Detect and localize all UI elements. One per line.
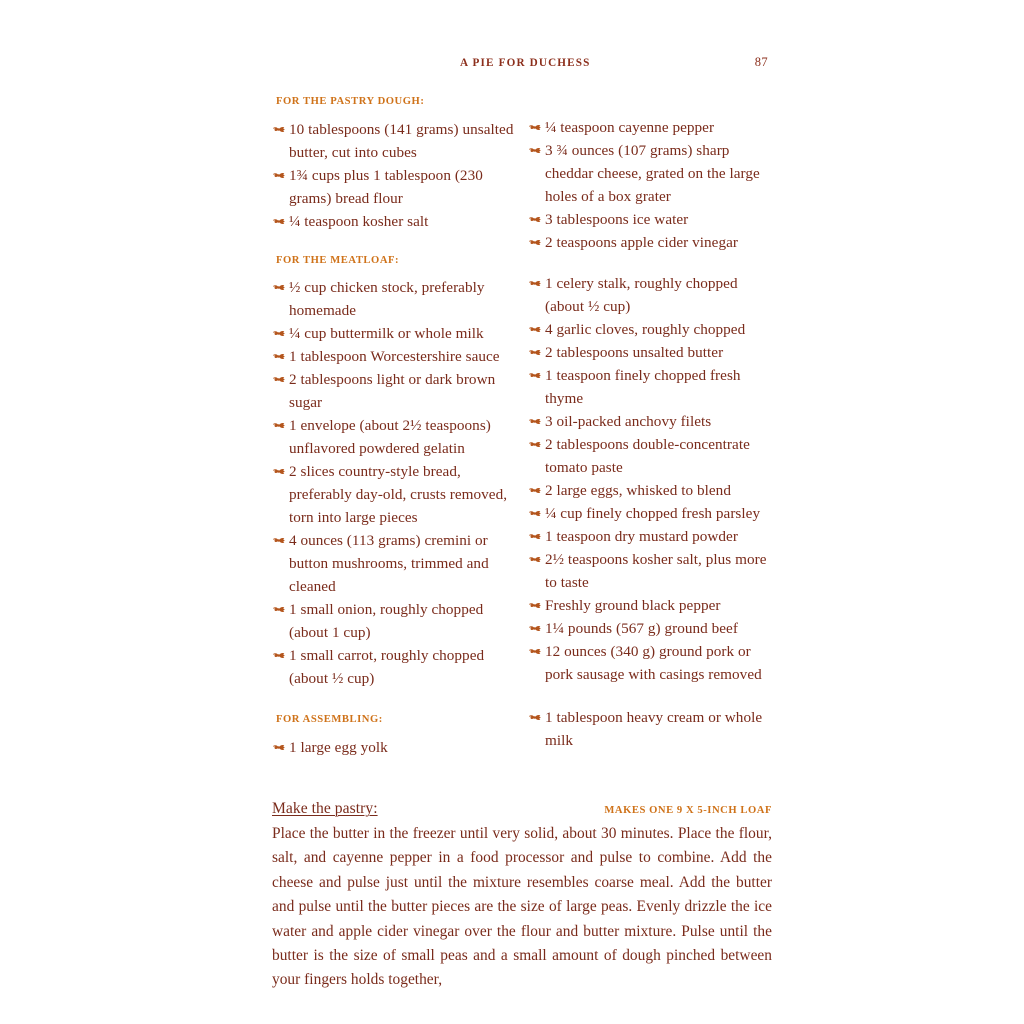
list-item	[528, 433, 772, 479]
list-item	[528, 410, 772, 433]
fleuron-leaf-icon	[528, 272, 541, 295]
list-item	[272, 368, 516, 414]
ingredient-text: ¼ teaspoon cayenne pepper	[545, 119, 715, 136]
ingredient-group-pastry-dough	[272, 96, 516, 233]
ingredients-columns	[272, 96, 772, 759]
page-title: A PIE FOR DUCHESS	[460, 57, 591, 69]
fleuron-leaf-icon	[272, 118, 285, 141]
list-item	[528, 640, 772, 686]
ingredient-text: ¼ cup finely chopped fresh parsley	[545, 505, 761, 522]
list-item	[272, 736, 516, 759]
running-head	[272, 55, 768, 70]
fleuron-leaf-icon	[528, 341, 541, 364]
fleuron-leaf-icon	[272, 644, 285, 667]
ingredient-text: 1 large egg yolk	[289, 739, 388, 757]
list-item	[528, 139, 772, 208]
ingredient-list	[528, 706, 772, 752]
fleuron-leaf-icon	[272, 368, 285, 391]
fleuron-leaf-icon	[272, 529, 285, 552]
list-item	[272, 460, 516, 529]
list-item	[528, 231, 772, 254]
method-header-row	[272, 800, 772, 818]
ingredient-text: 1 tablespoon heavy cream or whole milk	[545, 709, 763, 749]
page-number: 87	[754, 55, 768, 69]
ingredient-list	[272, 118, 516, 233]
ingredient-text: 3 ¾ ounces (107 grams) sharp cheddar cheese, grated on the large holes of a box grater	[545, 142, 760, 205]
ingredient-text: ¼ cup buttermilk or whole milk	[289, 325, 484, 343]
method-body-text: Place the butter in the freezer until very solid, about 30 minutes. Place the flour, salt, and cayenne pepper in a food processor and pulse to combine. Add the cheese and pulse just until the mixture resembles coarse meal. Add the butter and pulse until the butter pieces are the size of large peas. Evenly drizzle the ice water and apple cider vinegar over the flour and butter mixture. Pulse until the butter is the size of small peas and a small amount of dough pinched between your fingers holds together,	[272, 825, 772, 989]
ingredients-left-column	[272, 96, 516, 759]
fleuron-leaf-icon	[528, 640, 541, 663]
list-item	[528, 706, 772, 752]
fleuron-leaf-icon	[272, 598, 285, 621]
ingredient-text: 1 small onion, roughly chopped (about 1 cup)	[289, 601, 484, 642]
ingredient-list	[528, 116, 772, 254]
ingredient-text: 1¾ cups plus 1 tablespoon (230 grams) bread flour	[289, 166, 483, 207]
fleuron-leaf-icon	[272, 460, 285, 483]
ingredient-text: 3 oil-packed anchovy filets	[545, 413, 712, 430]
list-item	[528, 364, 772, 410]
ingredient-list	[272, 276, 516, 690]
fleuron-leaf-icon	[272, 322, 285, 345]
fleuron-leaf-icon	[528, 617, 541, 640]
ingredient-text: 4 garlic cloves, roughly chopped	[545, 321, 746, 338]
ingredient-text: 2 tablespoons unsalted butter	[545, 344, 724, 361]
ingredient-text: 1 small carrot, roughly chopped (about ½ cup)	[289, 647, 485, 688]
ingredient-text: Freshly ground black pepper	[545, 597, 721, 614]
ingredient-text: 1 teaspoon dry mustard powder	[545, 528, 738, 545]
ingredient-text: 2 slices country-style bread, preferably day-old, crusts removed, torn into large pieces	[289, 463, 508, 527]
ingredient-group-assembling	[272, 714, 516, 759]
fleuron-leaf-icon	[528, 364, 541, 387]
fleuron-leaf-icon	[272, 414, 285, 437]
ingredient-group-assembling-continued	[528, 706, 772, 752]
list-item	[528, 116, 772, 139]
list-item	[528, 594, 772, 617]
fleuron-leaf-icon	[272, 164, 285, 187]
ingredient-text: ¼ teaspoon kosher salt	[289, 212, 429, 230]
method-step-label: Make the pastry:	[272, 800, 378, 817]
ingredient-group-meatloaf-continued	[528, 272, 772, 686]
ingredient-text: 2 large eggs, whisked to blend	[545, 482, 731, 499]
fleuron-leaf-icon	[528, 231, 541, 254]
yield-label: MAKES ONE 9 X 5-INCH LOAF	[604, 805, 772, 816]
ingredient-list	[272, 736, 516, 759]
list-item	[528, 272, 772, 318]
ingredient-text: 2½ teaspoons kosher salt, plus more to taste	[545, 551, 767, 591]
ingredient-list	[528, 272, 772, 686]
group-heading: FOR ASSEMBLING:	[276, 714, 383, 726]
list-item	[272, 164, 516, 210]
ingredient-text: 1¼ pounds (567 g) ground beef	[545, 620, 738, 637]
fleuron-leaf-icon	[528, 318, 541, 341]
list-item	[528, 208, 772, 231]
group-heading: FOR THE PASTRY DOUGH:	[276, 96, 425, 107]
list-item	[528, 617, 772, 640]
list-item	[272, 414, 516, 460]
list-item	[272, 598, 516, 644]
ingredient-text: 2 teaspoons apple cider vinegar	[545, 234, 739, 251]
list-item	[528, 548, 772, 594]
fleuron-leaf-icon	[272, 736, 285, 759]
ingredient-group-meatloaf	[272, 255, 516, 691]
ingredient-text: 1 teaspoon finely chopped fresh thyme	[545, 367, 741, 407]
ingredient-text: ½ cup chicken stock, preferably homemade	[289, 279, 485, 320]
ingredient-text: 2 tablespoons light or dark brown sugar	[289, 371, 496, 412]
list-item	[528, 341, 772, 364]
ingredient-text: 10 tablespoons (141 grams) unsalted butter, cut into cubes	[289, 120, 514, 161]
list-item	[272, 644, 516, 690]
list-item	[272, 276, 516, 322]
fleuron-leaf-icon	[528, 502, 541, 525]
fleuron-leaf-icon	[528, 479, 541, 502]
fleuron-leaf-icon	[272, 345, 285, 368]
ingredient-group-pastry-dough-continued	[528, 96, 772, 254]
list-item	[272, 118, 516, 164]
list-item	[528, 502, 772, 525]
ingredient-text: 2 tablespoons double-concentrate tomato paste	[545, 436, 750, 476]
list-item	[528, 479, 772, 502]
list-item	[272, 322, 516, 345]
fleuron-leaf-icon	[528, 706, 541, 729]
ingredients-right-column	[528, 96, 772, 759]
fleuron-leaf-icon	[272, 276, 285, 299]
method-section	[272, 800, 772, 993]
fleuron-leaf-icon	[528, 594, 541, 617]
ingredient-text: 3 tablespoons ice water	[545, 211, 689, 228]
fleuron-leaf-icon	[528, 139, 541, 162]
fleuron-leaf-icon	[272, 210, 285, 233]
list-item	[272, 210, 516, 233]
fleuron-leaf-icon	[528, 433, 541, 456]
fleuron-leaf-icon	[528, 525, 541, 548]
ingredient-text: 1 tablespoon Worcestershire sauce	[289, 348, 500, 366]
list-item	[528, 318, 772, 341]
group-heading: FOR THE MEATLOAF:	[276, 254, 400, 266]
ingredient-text: 4 ounces (113 grams) cremini or button mushrooms, trimmed and cleaned	[289, 532, 489, 596]
fleuron-leaf-icon	[528, 208, 541, 231]
column-top-spacer	[528, 96, 772, 116]
list-item	[272, 529, 516, 598]
fleuron-leaf-icon	[528, 116, 541, 139]
fleuron-leaf-icon	[528, 548, 541, 571]
ingredient-text: 12 ounces (340 g) ground pork or pork sausage with casings removed	[545, 643, 762, 683]
list-item	[528, 525, 772, 548]
list-item	[272, 345, 516, 368]
fleuron-leaf-icon	[528, 410, 541, 433]
ingredient-text: 1 envelope (about 2½ teaspoons) unflavored powdered gelatin	[289, 417, 491, 458]
ingredient-text: 1 celery stalk, roughly chopped (about ½ cup)	[545, 275, 738, 315]
